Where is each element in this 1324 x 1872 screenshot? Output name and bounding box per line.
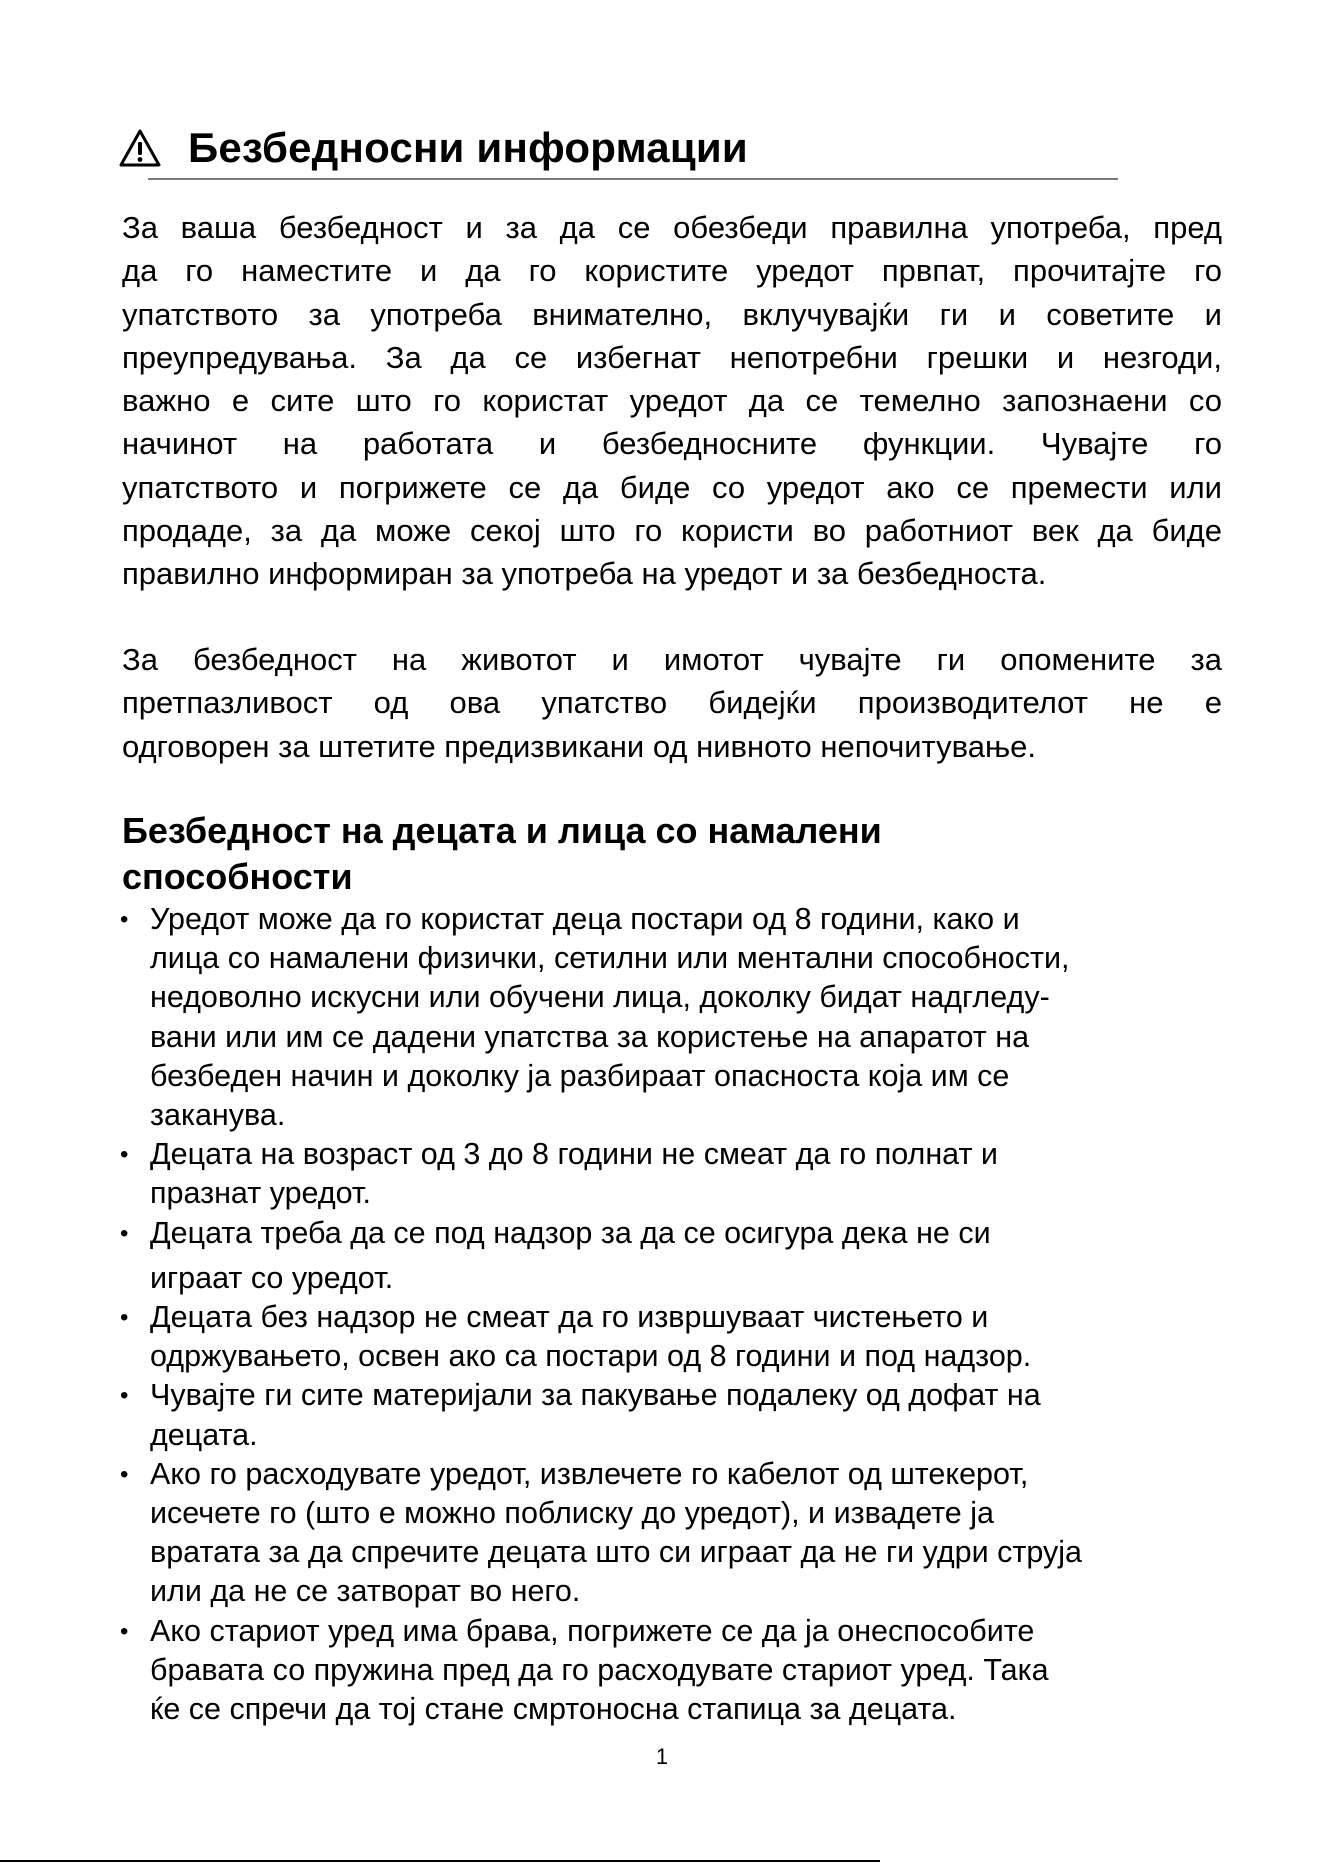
bullet-item — [120, 1214, 1230, 1298]
bullet-icon: • — [120, 1617, 129, 1645]
safety-bullet-list — [120, 900, 1230, 1729]
bullet-line: заканува. — [150, 1098, 286, 1133]
bullet-line: играат со уредот. — [150, 1260, 394, 1295]
warning-line: одговорен за штетите предизвикани од нивното непочитување. — [122, 728, 1037, 764]
footer-rule — [0, 1860, 880, 1862]
bullet-line: вани или им се дадени упатства за користење на апаратот на — [150, 1019, 1030, 1054]
bullet-line: Ако го расходувате уредот, извлечете го кабелот од штекерот, — [150, 1456, 1029, 1491]
bullet-line: Децата на возраст од 3 до 8 години не смеат да го полнат и — [150, 1137, 998, 1172]
bullet-icon: • — [120, 1304, 129, 1332]
bullet-line: Ако стариот уред има брава, погрижете се да ја онеспособите — [150, 1613, 1035, 1648]
title-row — [118, 118, 1118, 178]
warning-line: За безбедност на животот и имотот чувајте ги опомените за — [122, 642, 1222, 677]
warning-triangle-icon — [118, 128, 162, 168]
intro-line: правилно информиран за употреба на уредот и за безбедноста. — [122, 556, 1047, 592]
title-underline — [148, 178, 1118, 180]
intro-line: упатството за употреба внимателно, вклучувајќи ги и советите и — [122, 296, 1222, 332]
intro-paragraph — [122, 206, 1222, 596]
bullet-item — [120, 1612, 1230, 1730]
bullet-icon: • — [120, 1141, 129, 1169]
intro-line: упатството и погрижете се да биде со уредот ако се премести или — [122, 469, 1222, 505]
bullet-item — [120, 900, 1230, 1135]
bullet-item — [120, 1376, 1230, 1454]
intro-line: продаде, за да може секој што го користи во работниот век да биде — [122, 513, 1222, 549]
bullet-icon: • — [120, 1219, 129, 1247]
intro-line: преупредувања. За да се избегнат непотребни грешки и незгоди, — [122, 339, 1222, 375]
bullet-icon: • — [120, 906, 129, 933]
page-number: 1 — [655, 1744, 669, 1769]
bullet-line: бравата со пружина пред да го расходувате стариот уред. Така — [150, 1652, 1049, 1687]
warning-paragraph — [122, 638, 1222, 768]
bullet-line: децата. — [150, 1417, 258, 1452]
section-heading-line: Безбедност на децата и лица со намалени — [122, 810, 882, 851]
intro-line: важно е сите што го користат уредот да се темелно запознаени со — [122, 383, 1222, 419]
intro-line: начинот на работата и безбедносните функции. Чувајте го — [122, 426, 1222, 462]
bullet-line: празнат уредот. — [150, 1176, 371, 1211]
section-heading — [122, 808, 1222, 900]
warning-line: претпазливост од ова упатство бидејќи производителот не е — [122, 685, 1222, 721]
bullet-line: лица со намалени физички, сетилни или ментални способности, — [150, 941, 1070, 976]
bullet-line: безбеден начин и доколку ја разбираат опасноста која им се — [150, 1058, 1010, 1093]
section-heading-line: способности — [122, 856, 353, 897]
intro-line: да го наместите и да го користите уредот првпат, прочитајте го — [122, 253, 1222, 289]
bullet-line: или да не се затворат во него. — [150, 1574, 581, 1609]
bullet-item — [120, 1135, 1230, 1213]
bullet-line: Чувајте ги сите материјали за пакување подалеку од дофат на — [150, 1378, 1041, 1413]
bullet-item — [120, 1298, 1230, 1376]
bullet-line: Уредот може да го користат деца постари од 8 години, како и — [150, 902, 1020, 936]
bullet-line: Децата без надзор не смеат да го извршуваат чистењето и — [150, 1300, 989, 1335]
bullet-line: вратата за да спречите децата што си играат да не ги удри струја — [150, 1535, 1082, 1570]
bullet-line: ќе се спречи да тој стане смртоносна стапица за децата. — [150, 1692, 957, 1727]
bullet-icon: • — [120, 1382, 129, 1410]
bullet-line: недоволно искусни или обучени лица, доколку бидат надгледу- — [150, 980, 1050, 1015]
intro-line: За ваша безбедност и за да се обезбеди правилна употреба, пред — [122, 210, 1222, 245]
bullet-line: Децата треба да се под надзор за да се осигура дека не си — [150, 1215, 991, 1250]
page-title: Безбедносни информации — [188, 124, 748, 171]
bullet-item — [120, 1455, 1230, 1612]
bullet-line: одржувањето, освен ако са постари од 8 години и под надзор. — [150, 1339, 1032, 1374]
bullet-line: исечете го (што е можно поблиску до уредот), и извадете ја — [150, 1496, 994, 1531]
bullet-icon: • — [120, 1460, 129, 1488]
